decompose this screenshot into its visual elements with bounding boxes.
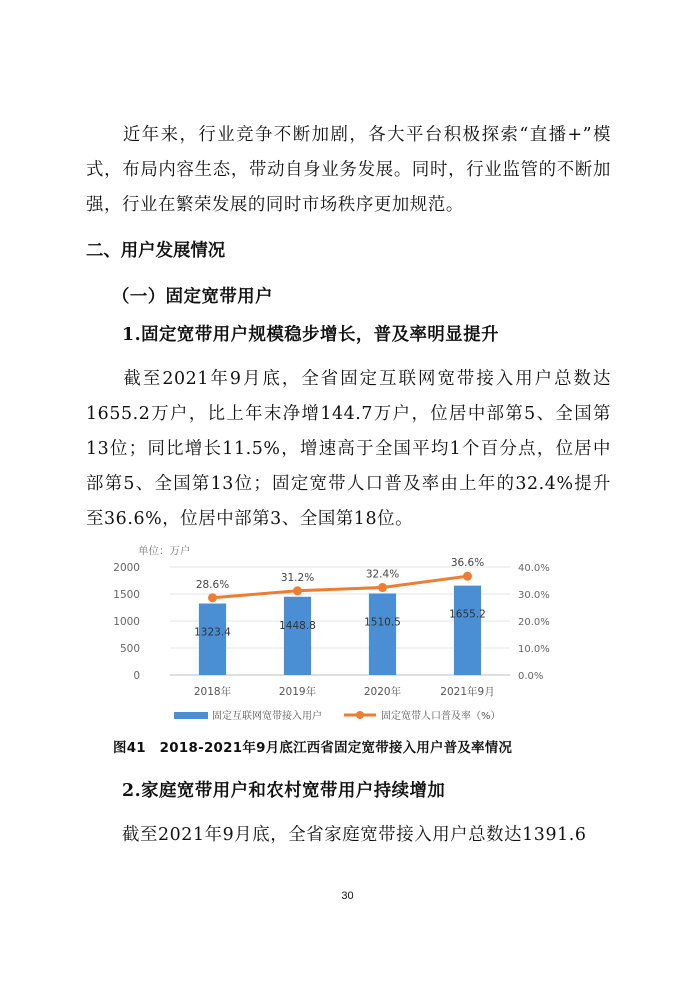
right-tick-label: 40.0% — [518, 563, 550, 574]
x-tick-label: 2021年9月 — [440, 686, 495, 698]
line-value-label: 32.4% — [365, 568, 400, 581]
item-heading-2: 2.家庭宽带用户和农村宽带用户持续增加 — [122, 781, 446, 801]
line-value-label: 31.2% — [280, 571, 315, 584]
left-tick-label: 1500 — [113, 589, 140, 601]
section-heading: 二、用户发展情况 — [86, 241, 226, 261]
left-tick-label: 500 — [119, 643, 140, 655]
chart-unit-label: 单位：万户 — [138, 545, 191, 557]
left-axis — [113, 562, 140, 682]
left-tick-label: 1000 — [113, 616, 140, 628]
bar — [369, 593, 396, 675]
legend-bar-swatch — [174, 712, 208, 719]
broadband-paragraph: 截至2021年9月底，全省固定互联网宽带接入用户总数达1655.2万户，比上年末净增144.7万户，位居中部第5、全国第13位；同比增长11.5%，增速高于全国平均1个百分点，位居中部第5、全国第13位；固定宽带人口普及率由上年的32.4%提升至36.6%，位居中部第3、全国第18位。 — [86, 369, 611, 529]
line-point — [208, 593, 217, 602]
intro-paragraph: 近年来，行业竞争不断加剧，各大平台积极探索“直播+”模式，布局内容生态，带动自身业务发展。同时，行业监管的不断加强，行业在繁荣发展的同时市场秩序更加规范。 — [86, 125, 611, 215]
x-axis — [194, 685, 495, 698]
line-point — [293, 586, 302, 595]
household-paragraph: 截至2021年9月底，全省家庭宽带接入用户总数达1391.6 — [122, 825, 587, 845]
bar-series — [194, 586, 486, 675]
figure-caption: 图41 2018-2021年9月底江西省固定宽带接入用户普及率情况 — [113, 741, 513, 756]
line-point — [378, 583, 387, 592]
line-value-label: 36.6% — [450, 557, 485, 570]
right-tick-label: 20.0% — [518, 617, 550, 628]
bar-value-label: 1510.5 — [364, 616, 401, 629]
legend-line-label: 固定宽带人口普及率（%） — [381, 711, 501, 722]
bar-value-label: 1655.2 — [449, 608, 486, 621]
left-tick-label: 0 — [133, 670, 140, 682]
x-tick-label: 2019年 — [278, 686, 317, 698]
item-heading-1: 1.固定宽带用户规模稳步增长，普及率明显提升 — [122, 325, 499, 345]
bar-value-label: 1323.4 — [194, 626, 231, 639]
legend-line-marker — [356, 711, 364, 719]
right-axis — [518, 563, 550, 682]
broadband-chart — [100, 538, 570, 734]
page-number: 30 — [341, 890, 354, 902]
line-point — [463, 572, 472, 581]
bar — [454, 586, 481, 675]
chart-legend — [174, 709, 501, 722]
line-value-label: 28.6% — [195, 578, 230, 591]
right-tick-label: 30.0% — [518, 590, 550, 601]
line-path — [213, 576, 468, 598]
line-series — [196, 557, 484, 602]
legend-bar-label: 固定互联网宽带接入用户 — [212, 711, 322, 722]
x-tick-label: 2020年 — [363, 686, 402, 698]
bar — [284, 597, 311, 675]
bar-value-label: 1448.8 — [279, 619, 316, 632]
right-tick-label: 10.0% — [518, 644, 550, 655]
subsection-heading: （一）固定宽带用户 — [112, 287, 274, 307]
bar — [199, 604, 226, 675]
left-tick-label: 2000 — [113, 562, 140, 574]
x-tick-label: 2018年 — [193, 686, 232, 698]
right-tick-label: 0.0% — [518, 671, 544, 682]
